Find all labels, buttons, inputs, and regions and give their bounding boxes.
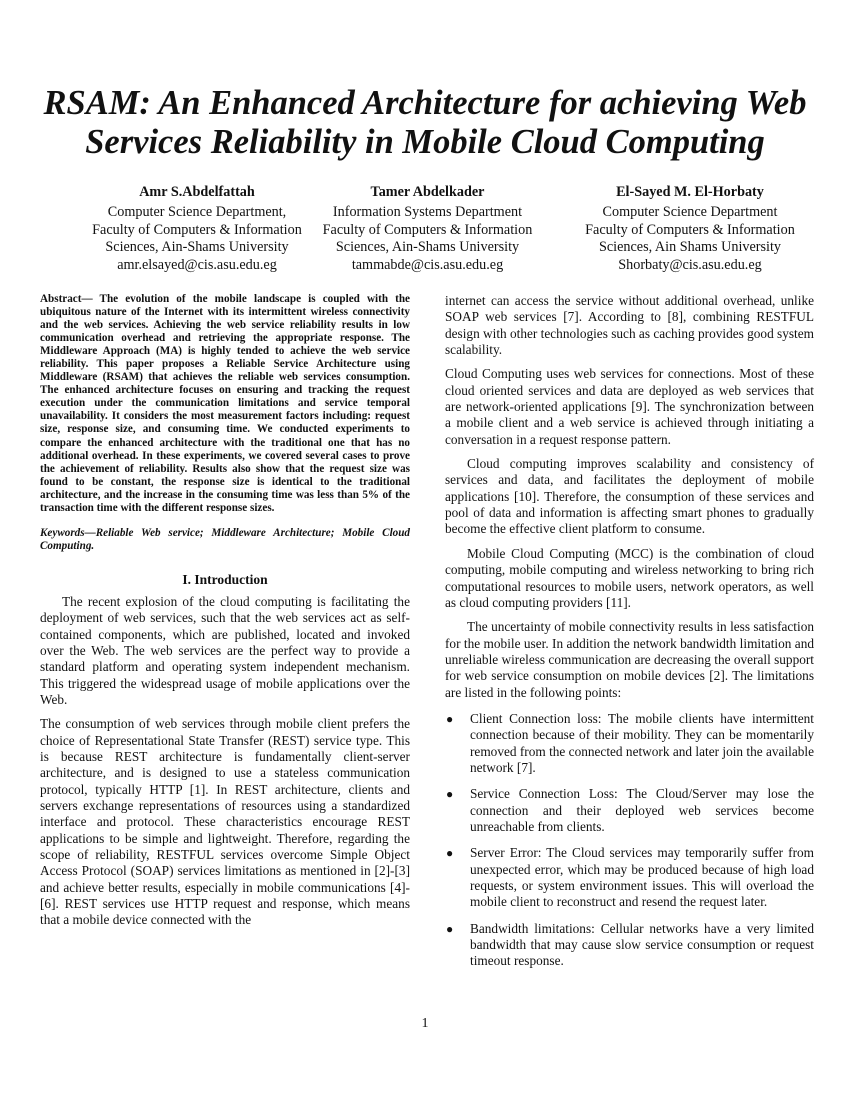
list-item <box>445 711 814 776</box>
title-line: Services Reliability in Mobile Cloud Computing <box>85 123 765 161</box>
left-column <box>40 293 410 929</box>
author-email: amr.elsayed@cis.asu.edu.eg <box>117 256 277 273</box>
author-university: Sciences, Ain Shams University <box>598 239 782 256</box>
paragraph: The recent explosion of the cloud computing is facilitating the deployment of web services, such that the web services act as self-contained components, which are published, located and invoked over the Web. The web services are the perfect way to provide a standard platform and operating system independent mechanism. This triggered the widespread usage of mobile applications over the Web. <box>40 593 410 707</box>
bullet-icon: ● <box>446 711 454 726</box>
page-number: 1 <box>421 1016 429 1031</box>
list-item-text: Client Connection loss: The mobile clients have intermittent connection because of their mobility. They can be momentarily removed from the connected network and later join the available network [7]. <box>470 710 814 775</box>
author-name: El-Sayed M. El-Horbaty <box>616 184 764 200</box>
paper-title <box>40 84 810 162</box>
limitations-list <box>445 711 814 970</box>
author-faculty: Faculty of Computers & Information <box>92 221 302 238</box>
paragraph: Cloud Computing uses web services for connections. Most of these cloud oriented services and data are deployed as web services that are network-oriented applications [9]. The synchronization between a mobile client and a web service is achieved through initiating a conversation in a request response pattern. <box>445 366 814 447</box>
author-university: Sciences, Ain-Shams University <box>335 239 520 256</box>
list-item <box>445 845 814 910</box>
paragraph: Cloud computing improves scalability and consistency of services and data, and facilitates the deployment of mobile applications [10]. Therefore, the consumption of these services and pool of data and information is affecting smart phones to gradually become the effective client platform to consume. <box>445 456 814 537</box>
paragraph: The consumption of web services through mobile client prefers the choice of Representational State Transfer (REST) service type. This is because REST architecture is fundamentally client-server architecture, and is designed to use a stateless communication protocol, typically HTTP [1]. In REST architecture, clients and servers exchange representations of resources using a standardized interface and protocol. These characteristics encourage REST applications to be simple and lightweight. Therefore, regarding the scope of reliability, RESTFUL services overcome Simple Object Access Protocol (SOAP) services limitations as mentioned in [2]-[3] and achieve better results, especially in mobile communications [4]-[6]. REST services use HTTP request and response, which means that a mobile device connected with the <box>40 716 410 928</box>
bullet-icon: ● <box>446 921 454 936</box>
author-email: tammabde@cis.asu.edu.eg <box>351 256 504 273</box>
author-faculty: Faculty of Computers & Information <box>322 221 533 238</box>
author-block <box>305 184 550 274</box>
abstract: Abstract— The evolution of the mobile landscape is coupled with the ubiquitous nature of the Internet with its intermittent wireless connectivity and the web services. Achieving the web service reliability results in low communication overhead and retrieving the appropriate response. The Middleware Approach (MA) is highly tended to achieve the web service reliability. This paper proposes a Reliable Service Architecture using Middleware (RSAM) that achieves the reliable web services consumption. The enhanced architecture focuses on ensuring and tracking the request execution under the communication limitations and service temporal unavailability. It considers the most measurement factors including: request size, response size, and consuming time. We conducted experiments to compare the enhanced architecture with the traditional one that has no additional overhead. In these experiments, we covered several cases to prove the achievement of reliability. Results also show that the request size was found to be constant, the response size is identical to the traditional architecture, and the increase in the consuming time was less than 5% of the transaction time with the different response sizes. <box>40 293 410 514</box>
bullet-icon: ● <box>446 846 454 861</box>
author-department: Computer Science Department <box>602 204 778 221</box>
list-item <box>445 786 814 835</box>
author-department: Information Systems Department <box>332 204 523 221</box>
list-item-text: Service Connection Loss: The Cloud/Server may lose the connection and their deployed web services become unreachable from clients. <box>470 786 814 834</box>
paragraph: Mobile Cloud Computing (MCC) is the combination of cloud computing, mobile computing and wireless networking to bring rich computational resources to mobile users, network operators, as well as cloud computing providers [11]. <box>445 545 814 610</box>
list-item <box>445 921 814 970</box>
author-name: Tamer Abdelkader <box>370 184 485 200</box>
list-item-text: Server Error: The Cloud services may temporarily suffer from unexpected error, which may be produced because of high load requests, or system environment issues. This will overload the mobile client to reconstruct and resend the request later. <box>470 845 814 910</box>
paragraph: internet can access the service without additional overhead, unlike SOAP web services [7]. According to [8], combining RESTFUL design with other technologies such as caching provides good system scalability. <box>445 293 814 358</box>
author-block <box>62 184 332 274</box>
keywords: Keywords—Reliable Web service; Middleware Architecture; Mobile Cloud Computing. <box>40 526 410 552</box>
section-heading: I. Introduction <box>182 571 268 587</box>
author-faculty: Faculty of Computers & Information <box>585 221 795 238</box>
list-item-text: Bandwidth limitations: Cellular networks have a very limited bandwidth that may cause slow service consumption or request timeout response. <box>470 920 814 969</box>
author-name: Amr S.Abdelfattah <box>139 184 255 200</box>
bullet-icon: ● <box>446 787 454 802</box>
author-university: Sciences, Ain-Shams University <box>105 239 289 256</box>
author-department: Computer Science Department, <box>107 204 287 221</box>
right-column <box>445 293 814 970</box>
title-line: RSAM: An Enhanced Architecture for achieving Web <box>43 84 807 122</box>
paragraph: The uncertainty of mobile connectivity results in less satisfaction for the mobile user. In addition the network bandwidth limitation and unreliable wireless communication are decreasing the overall support for web service consumption on mobile devices [2]. The limitations are listed in the following points: <box>445 619 814 700</box>
author-email: Shorbaty@cis.asu.edu.eg <box>618 256 762 273</box>
author-block <box>555 184 825 274</box>
